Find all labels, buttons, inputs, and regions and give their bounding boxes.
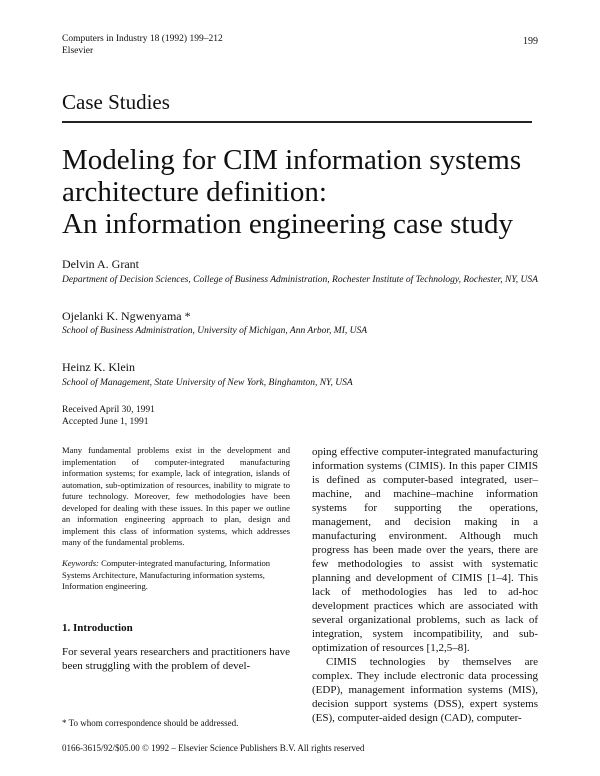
right-column-text: [312, 445, 538, 725]
author-name: Heinz K. Klein: [62, 360, 135, 374]
author-affiliation: Department of Decision Sciences, College of Business Administration, Rochester Institute of Technology, Rochester, NY, USA: [62, 275, 538, 285]
copyright-line: 0166-3615/92/$05.00 © 1992 – Elsevier Science Publishers B.V. All rights reserved: [62, 743, 365, 753]
author-affiliation: School of Management, State University of New York, Binghamton, NY, USA: [62, 378, 353, 388]
title-line: Modeling for CIM information systems: [62, 144, 522, 176]
article-title: [62, 144, 542, 240]
introduction-text: For several years researchers and practitioners have been struggling with the problem of devel-: [62, 646, 290, 672]
footnote: * To whom correspondence should be addressed.: [62, 718, 239, 728]
author-affiliation: School of Business Administration, University of Michigan, Ann Arbor, MI, USA: [62, 326, 368, 336]
article-dates: [62, 404, 155, 428]
paragraph: oping effective computer-integrated manufacturing information systems (CIMIS). In this paper CIMIS is defined as computer-based integrated, user–machine, and machine–machine information systems for supporting the operations, management, and decision making in a manufacturing environment. Although much progress has been made over the years, there are few methodologies to assist with systematic planning and development of CIMIS [1–4]. This lack of methodologies has led to ad-hoc development practices which are associated with several organizational problems, such as lack of integration, system incompatibility, and sub-optimization of resources [1,2,5–8].: [312, 446, 538, 654]
introduction-heading: 1. Introduction: [62, 622, 133, 634]
keywords-label: Keywords:: [62, 558, 99, 568]
publisher-line: Elsevier: [62, 46, 94, 56]
keywords-text: Computer-integrated manufacturing, Information Systems Architecture, Manufacturing information systems, Information engineering.: [62, 558, 271, 591]
page-number: 199: [523, 36, 538, 47]
section-rule: [62, 121, 532, 123]
title-line: An information engineering case study: [62, 208, 513, 240]
author-name: Ojelanki K. Ngwenyama *: [62, 309, 191, 323]
journal-citation: [62, 33, 223, 57]
received-date: Received April 30, 1991: [62, 405, 155, 415]
journal-line: Computers in Industry 18 (1992) 199–212: [62, 34, 223, 44]
section-label: Case Studies: [62, 90, 170, 114]
abstract: Many fundamental problems exist in the development and implementation of computer-integrated manufacturing information systems; for example, lack of integration, islands of automation, sub-optimization of resources, inability to migrate to future technology. Moreover, few methodologies have been developed for dealing with these issues. In this paper we outline an information engineering approach to plan, design and implement this class of information systems, which addresses many of the fundamental problems.: [62, 445, 290, 547]
accepted-date: Accepted June 1, 1991: [62, 417, 149, 427]
paragraph: CIMIS technologies by themselves are complex. They include electronic data processing (EDP), management information systems (MIS), decision support systems (DSS), expert systems (ES), computer-aided design (CAD), computer-: [312, 656, 538, 724]
author-name: Delvin A. Grant: [62, 257, 139, 271]
keywords: [62, 558, 290, 593]
title-line: architecture definition:: [62, 176, 327, 208]
